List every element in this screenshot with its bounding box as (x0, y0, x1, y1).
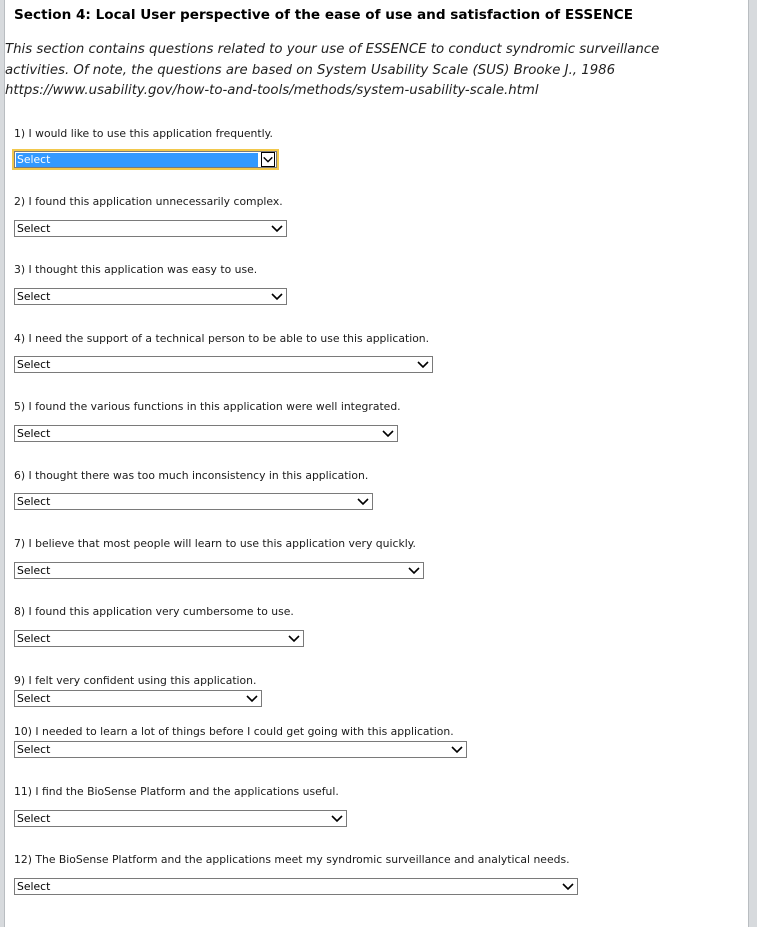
window-right-scrollbar-track[interactable] (748, 0, 757, 927)
question-1-label: 1) I would like to use this application frequently. (14, 127, 273, 140)
question-7-selected: Select (17, 564, 51, 577)
question-11-label: 11) I find the BioSense Platform and the applications useful. (14, 785, 339, 798)
question-5-select[interactable] (14, 425, 398, 442)
question-7-select[interactable] (14, 562, 424, 579)
window-left-border (0, 0, 5, 927)
chevron-down-icon (270, 289, 284, 304)
chevron-down-icon (381, 426, 395, 441)
section-title: Section 4: Local User perspective of the ease of use and satisfaction of ESSENCE (14, 7, 634, 23)
question-11-selected: Select (17, 812, 51, 825)
question-10-selected: Select (17, 743, 51, 756)
chevron-down-icon (416, 357, 430, 372)
question-2-selected: Select (17, 222, 51, 235)
chevron-down-icon (561, 879, 575, 894)
question-2-label: 2) I found this application unnecessarily complex. (14, 195, 283, 208)
chevron-down-icon (356, 494, 370, 509)
question-4-select[interactable] (14, 356, 433, 373)
question-10-label: 10) I needed to learn a lot of things before I could get going with this application. (14, 725, 454, 738)
intro-url: https://www.usability.gov/how-to-and-tools/methods/system-usability-scale.html (5, 83, 539, 98)
question-8-label: 8) I found this application very cumbersome to use. (14, 605, 294, 618)
question-1-select[interactable] (14, 151, 277, 168)
question-4-label: 4) I need the support of a technical person to be able to use this application. (14, 332, 430, 345)
question-6-label: 6) I thought there was too much inconsistency in this application. (14, 469, 369, 482)
question-5-label: 5) I found the various functions in this application were well integrated. (14, 400, 401, 413)
intro-line: activities. Of note, the questions are based on System Usability Scale (SUS) Brooke J., 1986 (5, 62, 616, 78)
chevron-down-icon (330, 811, 344, 826)
question-9-selected: Select (17, 692, 51, 705)
question-12-label: 12) The BioSense Platform and the applications meet my syndromic surveillance and analytical needs. (14, 853, 570, 866)
chevron-down-icon (261, 152, 275, 167)
question-11-select[interactable] (14, 810, 347, 827)
chevron-down-icon (407, 563, 421, 578)
question-6-selected: Select (17, 495, 51, 508)
question-9-label: 9) I felt very confident using this application. (14, 674, 257, 687)
question-12-selected: Select (17, 880, 51, 893)
chevron-down-icon (450, 742, 464, 757)
question-4-selected: Select (17, 358, 51, 371)
section-intro (5, 40, 745, 102)
chevron-down-icon (245, 691, 259, 706)
question-8-select[interactable] (14, 630, 304, 647)
chevron-down-icon (270, 221, 284, 236)
question-1-selected: Select (16, 153, 258, 167)
question-3-select[interactable] (14, 288, 287, 305)
question-3-label: 3) I thought this application was easy to use. (14, 263, 258, 276)
question-6-select[interactable] (14, 493, 373, 510)
question-12-select[interactable] (14, 878, 578, 895)
question-10-select[interactable] (14, 741, 467, 758)
question-5-selected: Select (17, 427, 51, 440)
chevron-down-icon (287, 631, 301, 646)
question-2-select[interactable] (14, 220, 287, 237)
question-7-label: 7) I believe that most people will learn to use this application very quickly. (14, 537, 416, 550)
question-8-selected: Select (17, 632, 51, 645)
question-9-select[interactable] (14, 690, 262, 707)
intro-line: This section contains questions related to your use of ESSENCE to conduct syndromic surveillance (5, 42, 660, 57)
question-3-selected: Select (17, 290, 51, 303)
